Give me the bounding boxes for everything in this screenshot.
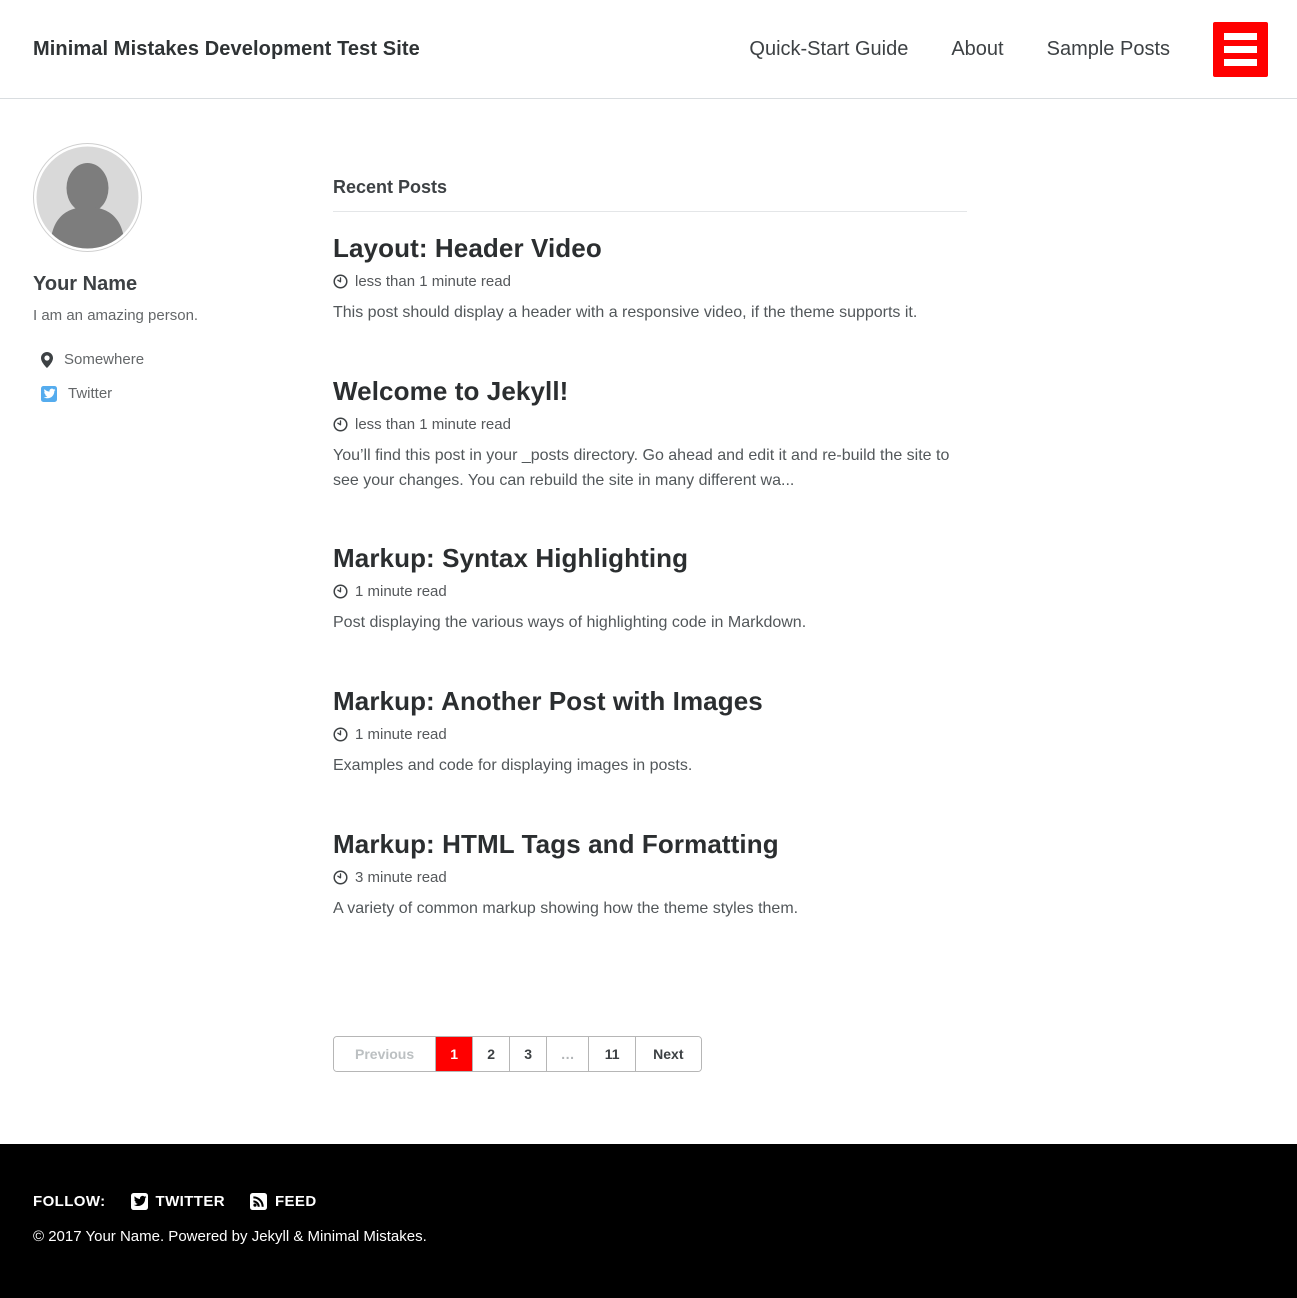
- avatar: [33, 143, 142, 252]
- site-footer: [0, 1144, 1297, 1298]
- clock-icon: [333, 274, 348, 289]
- copyright-separator: &: [289, 1228, 308, 1245]
- post-title-link[interactable]: Markup: Syntax Highlighting: [333, 543, 689, 574]
- post-title-link[interactable]: Welcome to Jekyll!: [333, 375, 569, 406]
- copyright: [33, 1228, 1297, 1245]
- post-title-link[interactable]: Markup: HTML Tags and Formatting: [333, 828, 779, 859]
- post-meta: [333, 869, 967, 886]
- post-title-link[interactable]: Layout: Header Video: [333, 233, 602, 263]
- author-twitter-link[interactable]: [41, 385, 333, 402]
- menu-toggle-button[interactable]: [1213, 22, 1268, 77]
- post-excerpt: Examples and code for displaying images in posts.: [333, 757, 693, 775]
- post-item: [333, 543, 967, 636]
- rss-square-icon: [250, 1193, 267, 1210]
- pagination-page-3[interactable]: 3: [509, 1037, 546, 1071]
- footer-feed-link[interactable]: [250, 1193, 317, 1210]
- pagination-page-1-current[interactable]: 1: [435, 1037, 472, 1071]
- post-title-link[interactable]: Markup: Another Post with Images: [333, 686, 763, 717]
- pagination-ellipsis: …: [546, 1037, 588, 1071]
- minimal-mistakes-link[interactable]: Minimal Mistakes: [307, 1228, 423, 1245]
- post-meta: [333, 416, 967, 433]
- read-time: 3 minute read: [355, 868, 447, 886]
- post-item: [333, 233, 967, 326]
- site-title-link[interactable]: Minimal Mistakes Development Test Site: [33, 37, 420, 60]
- nav-quick-start-guide[interactable]: Quick-Start Guide: [749, 37, 909, 60]
- post-meta: [333, 583, 967, 600]
- post-excerpt: You’ll find this post in your _posts directory. Go ahead and edit it and re-build the site to see your changes. You can rebuild the site in many different wa...: [333, 446, 950, 489]
- post-excerpt: Post displaying the various ways of highlighting code in Markdown.: [333, 614, 807, 632]
- read-time: less than 1 minute read: [355, 415, 511, 433]
- author-name: Your Name: [33, 273, 138, 295]
- pagination-next[interactable]: Next: [635, 1037, 700, 1071]
- location-pin-icon: [41, 352, 53, 368]
- footer-twitter-link[interactable]: [131, 1193, 225, 1210]
- pagination-page-2[interactable]: 2: [472, 1037, 509, 1071]
- page-title: Recent Posts: [333, 177, 967, 212]
- post-item: [333, 829, 967, 922]
- twitter-icon: [41, 386, 57, 402]
- copyright-suffix: .: [422, 1228, 427, 1245]
- twitter-square-icon: [131, 1193, 148, 1210]
- author-bio: I am an amazing person.: [33, 307, 199, 324]
- page-body: [0, 99, 1297, 1144]
- pagination-previous-disabled: Previous: [334, 1037, 435, 1071]
- author-location-label: Somewhere: [64, 351, 145, 368]
- nav-about[interactable]: About: [951, 37, 1004, 60]
- author-links: [33, 351, 333, 402]
- pagination: [333, 1036, 702, 1072]
- footer-follow-row: [33, 1193, 1297, 1210]
- main-content: [333, 143, 967, 1144]
- nav-sample-posts[interactable]: Sample Posts: [1046, 37, 1170, 60]
- footer-feed-label: FEED: [274, 1193, 317, 1210]
- read-time: less than 1 minute read: [355, 273, 511, 290]
- copyright-prefix: © 2017 Your Name. Powered by: [33, 1228, 252, 1245]
- clock-icon: [333, 417, 348, 432]
- clock-icon: [333, 870, 348, 885]
- post-item: [333, 686, 967, 779]
- post-item: [333, 376, 967, 494]
- author-location: [41, 351, 333, 368]
- author-sidebar: [33, 143, 333, 1144]
- post-meta: [333, 273, 967, 290]
- clock-icon: [333, 584, 348, 599]
- jekyll-link[interactable]: Jekyll: [251, 1228, 290, 1245]
- read-time: 1 minute read: [355, 583, 447, 601]
- pagination-page-11[interactable]: 11: [588, 1037, 635, 1071]
- follow-label: FOLLOW:: [33, 1193, 106, 1210]
- clock-icon: [333, 727, 348, 742]
- site-nav: [749, 22, 1268, 77]
- author-twitter-label: Twitter: [68, 385, 113, 402]
- masthead: [0, 0, 1297, 99]
- footer-twitter-label: TWITTER: [155, 1193, 225, 1210]
- post-excerpt: A variety of common markup showing how the theme styles them.: [333, 899, 799, 917]
- post-excerpt: This post should display a header with a responsive video, if the theme supports it.: [333, 304, 918, 321]
- post-meta: [333, 726, 967, 743]
- read-time: 1 minute read: [355, 726, 447, 744]
